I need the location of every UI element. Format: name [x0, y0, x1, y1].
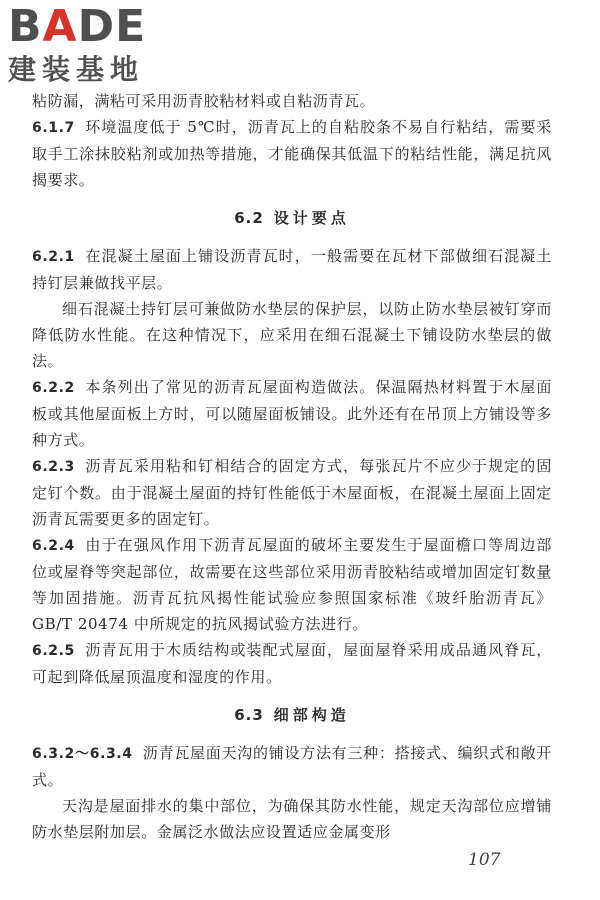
clause-number: 6.2.4 — [32, 538, 75, 554]
section-heading-6-2 — [32, 205, 552, 231]
clause-6-1-7 — [32, 114, 552, 193]
clause-text: 沥青瓦采用粘和钉相结合的固定方式，每张瓦片不应少于规定的固定钉个数。由于混凝土屋面的持钉性能低于木屋面板，在混凝土屋面上固定沥青瓦需要更多的固定钉。 — [32, 457, 552, 528]
clause-text: 本条列出了常见的沥青瓦屋面构造做法。保温隔热材料置于木屋面板或其他屋面板上方时，可以随屋面板铺设。此外还有在吊顶上方铺设等多种方式。 — [32, 378, 552, 449]
clause-text: 沥青瓦屋面天沟的铺设方法有三种：搭接式、编织式和敞开式。 — [32, 744, 552, 789]
clause-6-2-3 — [32, 453, 552, 532]
clause-number: 6.2.3 — [32, 459, 75, 475]
clause-6-3-2-paragraph-2: 天沟是屋面排水的集中部位，为确保其防水性能，规定天沟部位应增铺防水垫层附加层。金属泛水做法应设置适应金属变形 — [32, 797, 552, 841]
clause-6-2-5 — [32, 637, 552, 690]
clause-number: 6.2.5 — [32, 643, 75, 659]
logo-chinese-name: 建装基地 — [8, 53, 145, 86]
clause-6-2-1-paragraph-2: 细石混凝土持钉层可兼做防水垫层的保护层，以防止防水垫层被钉穿而降低防水性能。在这种情况下，应采用在细石混凝土下铺设防水垫层的做法。 — [32, 300, 552, 370]
page-number: 107 — [468, 850, 501, 870]
clause-6-2-4 — [32, 532, 552, 637]
clause-number: 6.1.7 — [32, 120, 75, 136]
clause-number: 6.3.2～6.3.4 — [32, 746, 133, 762]
section-number: 6.3 — [234, 706, 264, 724]
section-heading-6-3 — [32, 702, 552, 728]
bade-logo — [8, 1, 178, 90]
clause-6-2-2 — [32, 374, 552, 453]
clause-number: 6.2.2 — [32, 380, 75, 396]
section-title: 设计要点 — [273, 209, 350, 227]
logo-wordmark: BADE — [8, 1, 147, 52]
clause-text: 在混凝土屋面上铺设沥青瓦时，一般需要在瓦材下部做细石混凝土持钉层兼做找平层。 — [32, 247, 552, 292]
clause-text: 沥青瓦用于木质结构或装配式屋面，屋面屋脊采用成品通风脊瓦，可起到降低屋顶温度和湿度的作用。 — [32, 641, 552, 686]
section-title: 细部构造 — [273, 706, 350, 724]
clause-number: 6.2.1 — [32, 249, 75, 265]
section-number: 6.2 — [234, 209, 264, 227]
clause-6-3-2-to-6-3-4 — [32, 740, 552, 793]
paragraph-continued: 粘防漏，满粘可采用沥青胶粘材料或自粘沥青瓦。 — [32, 92, 376, 110]
clause-6-2-1 — [32, 243, 552, 296]
clause-text: 环境温度低于 5℃时，沥青瓦上的自粘胶条不易自行粘结，需要采取手工涂抹胶粘剂或加热等措施，才能确保其低温下的粘结性能，满足抗风揭要求。 — [32, 118, 552, 189]
document-body — [32, 88, 552, 845]
clause-text: 由于在强风作用下沥青瓦屋面的破坏主要发生于屋面檐口等周边部位或屋脊等突起部位，故需要在这些部位采用沥青胶粘结或增加固定钉数量等加固措施。沥青瓦抗风揭性能试验应参照国家标准《玻纤胎沥青瓦》GB/T 20474 中所规定的抗风揭试验方法进行。 — [32, 536, 552, 633]
